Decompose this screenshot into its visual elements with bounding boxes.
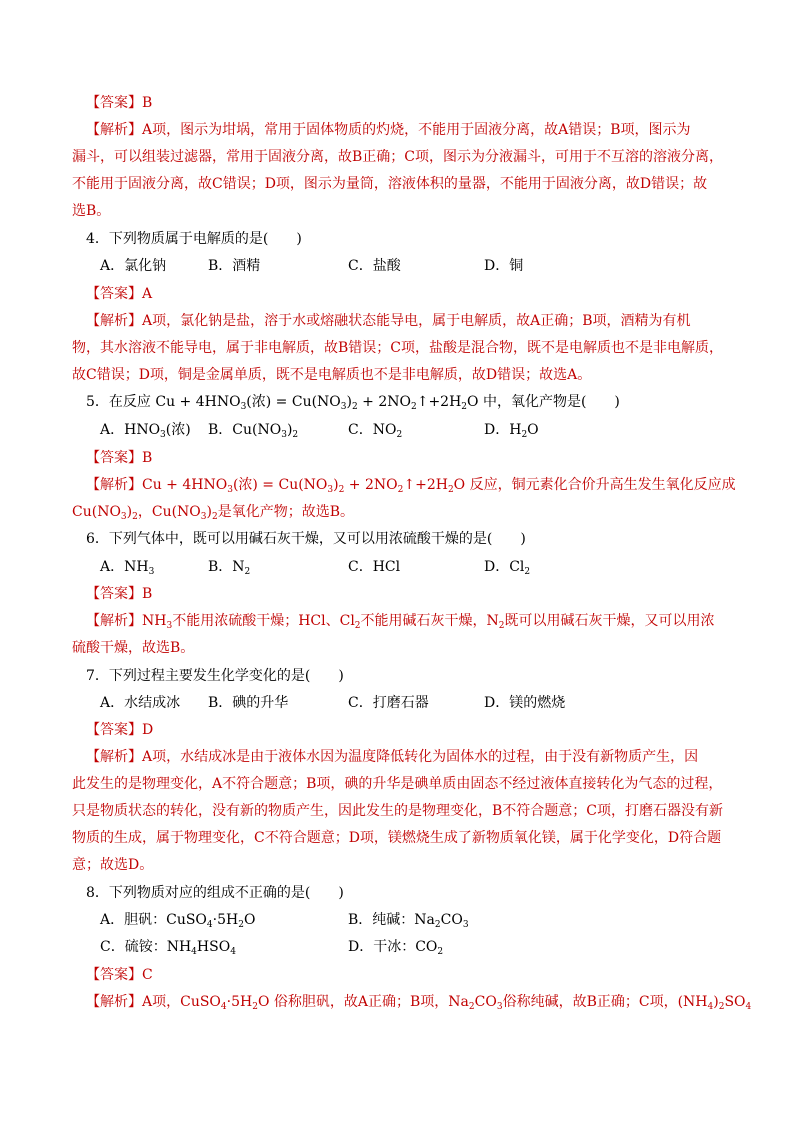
analysis-line: 【解析】$Cu + 4HNO_3$(浓) = $Cu(NO_3)_2$ + $2NO_2↑+2H_2O$ 反应，铜元素化合价升高生发生氧化反应成 [86, 477, 736, 495]
answer-value: B [142, 95, 153, 111]
option-d: D．镁的燃烧 [484, 695, 566, 711]
answer-value: B [142, 586, 153, 602]
analysis-line: 【解析】A项，$CuSO_4\cdot 5H_2O$ 俗称胆矾，故A正确；B项，$Na_2CO_3$俗称纯碱，故B正确；C项，$(NH_4)_2SO_4$ [86, 994, 752, 1012]
question-stem: 6．下列气体中，既可以用碱石灰干燥，又可以用浓硫酸干燥的是( ) [86, 531, 526, 547]
answer-line: 【答案】C [86, 967, 153, 983]
analysis-line: 故C错误；D项，铜是金属单质，既不是电解质也不是非电解质，故D错误；故选A。 [72, 367, 592, 383]
option-c: C．盐酸 [348, 258, 401, 274]
option-d: D．干冰：$CO_2$ [348, 939, 444, 957]
option-d: D．$H_2O$ [484, 422, 539, 440]
answer-line: 【答案】A [86, 286, 153, 302]
option-d: D．$Cl_2$ [484, 559, 531, 577]
analysis-line: 不能用于固液分离，故C错误；D项，图示为量筒，溶液体积的量器，不能用于固液分离，故D错误；故 [72, 176, 708, 192]
analysis-line: 【解析】A项，氯化钠是盐，溶于水或熔融状态能导电，属于电解质，故A正确；B项，酒精为有机 [86, 313, 691, 329]
analysis-line: 此发生的是物理变化，A不符合题意；B项，碘的升华是碘单质由固态不经过液体直接转化为气态的过程， [72, 776, 723, 792]
option-c: C．打磨石器 [348, 695, 429, 711]
question-stem: 8．下列物质对应的组成不正确的是( ) [86, 885, 344, 901]
answer-value: D [142, 722, 154, 738]
analysis-line: 硫酸干燥，故选B。 [72, 640, 195, 656]
option-c: C．$NO_2$ [348, 422, 403, 440]
option-b: B．纯碱：$Na_2CO_3$ [348, 912, 469, 930]
answer-line: 【答案】B [86, 450, 153, 466]
answer-line: 【答案】B [86, 95, 153, 111]
option-b: B．碘的升华 [208, 695, 289, 711]
option-d: D．铜 [484, 258, 524, 274]
option-b: B．酒精 [208, 258, 261, 274]
question-stem: 4．下列物质属于电解质的是( ) [86, 231, 302, 247]
analysis-line: 意；故选D。 [72, 857, 154, 873]
answer-value: C [142, 967, 153, 983]
analysis-line: 物质的生成，属于物理变化，C不符合题意；D项，镁燃烧生成了新物质氧化镁，属于化学变化，D符合题 [72, 830, 722, 846]
analysis-line: 【解析】A项，水结成冰是由于液体水因为温度降低转化为固体水的过程，由于没有新物质产生，因 [86, 749, 699, 765]
option-a: A．$NH_3$ [100, 559, 155, 577]
analysis-line: 【解析】A项，图示为坩埚，常用于固体物质的灼烧，不能用于固液分离，故A错误；B项，图示为 [86, 122, 691, 138]
analysis-line: 只是物质状态的转化，没有新的物质产生，因此发生的是物理变化，B不符合题意；C项，打磨石器没有新 [72, 803, 723, 819]
answer-line: 【答案】D [86, 722, 154, 738]
answer-value: B [142, 450, 153, 466]
answer-line: 【答案】B [86, 586, 153, 602]
option-b: B．$Cu(NO_3)_2$ [208, 422, 299, 440]
question-stem: 5．在反应 $Cu + 4HNO_3$(浓) = $Cu(NO_3)_2$ + $2NO_2↑+2H_2O$ 中，氧化产物是( ) [86, 394, 620, 412]
analysis-line: $Cu(NO_3)_2$，$Cu(NO_3)_2$是氧化产物；故选B。 [72, 504, 355, 522]
option-a: A．水结成冰 [100, 695, 181, 711]
analysis-line: 【解析】$NH_3$不能用浓硫酸干燥；HCl、$Cl_2$不能用碱石灰干燥，$N_2$既可以用碱石灰干燥，又可以用浓 [86, 613, 715, 631]
analysis-line: 选B。 [72, 203, 111, 219]
option-b: B．$N_2$ [208, 559, 251, 577]
answer-value: A [142, 286, 153, 302]
option-a: A．氯化钠 [100, 258, 167, 274]
question-stem: 7．下列过程主要发生化学变化的是( ) [86, 668, 344, 684]
analysis-line: 漏斗，可以组装过滤器，常用于固液分离，故B正确；C项，图示为分液漏斗，可用于不互溶的溶液分离， [72, 149, 723, 165]
analysis-line: 物，其水溶液不能导电，属于非电解质，故B错误；C项，盐酸是混合物，既不是电解质也不是非电解质， [72, 340, 723, 356]
option-a: A．胆矾：$CuSO_4\cdot 5H_2O$ [100, 912, 256, 930]
option-c: C．HCl [348, 559, 401, 575]
option-c: C．硫铵：$NH_4HSO_4$ [100, 939, 236, 957]
option-a: A．$HNO_3$(浓) [100, 422, 191, 440]
